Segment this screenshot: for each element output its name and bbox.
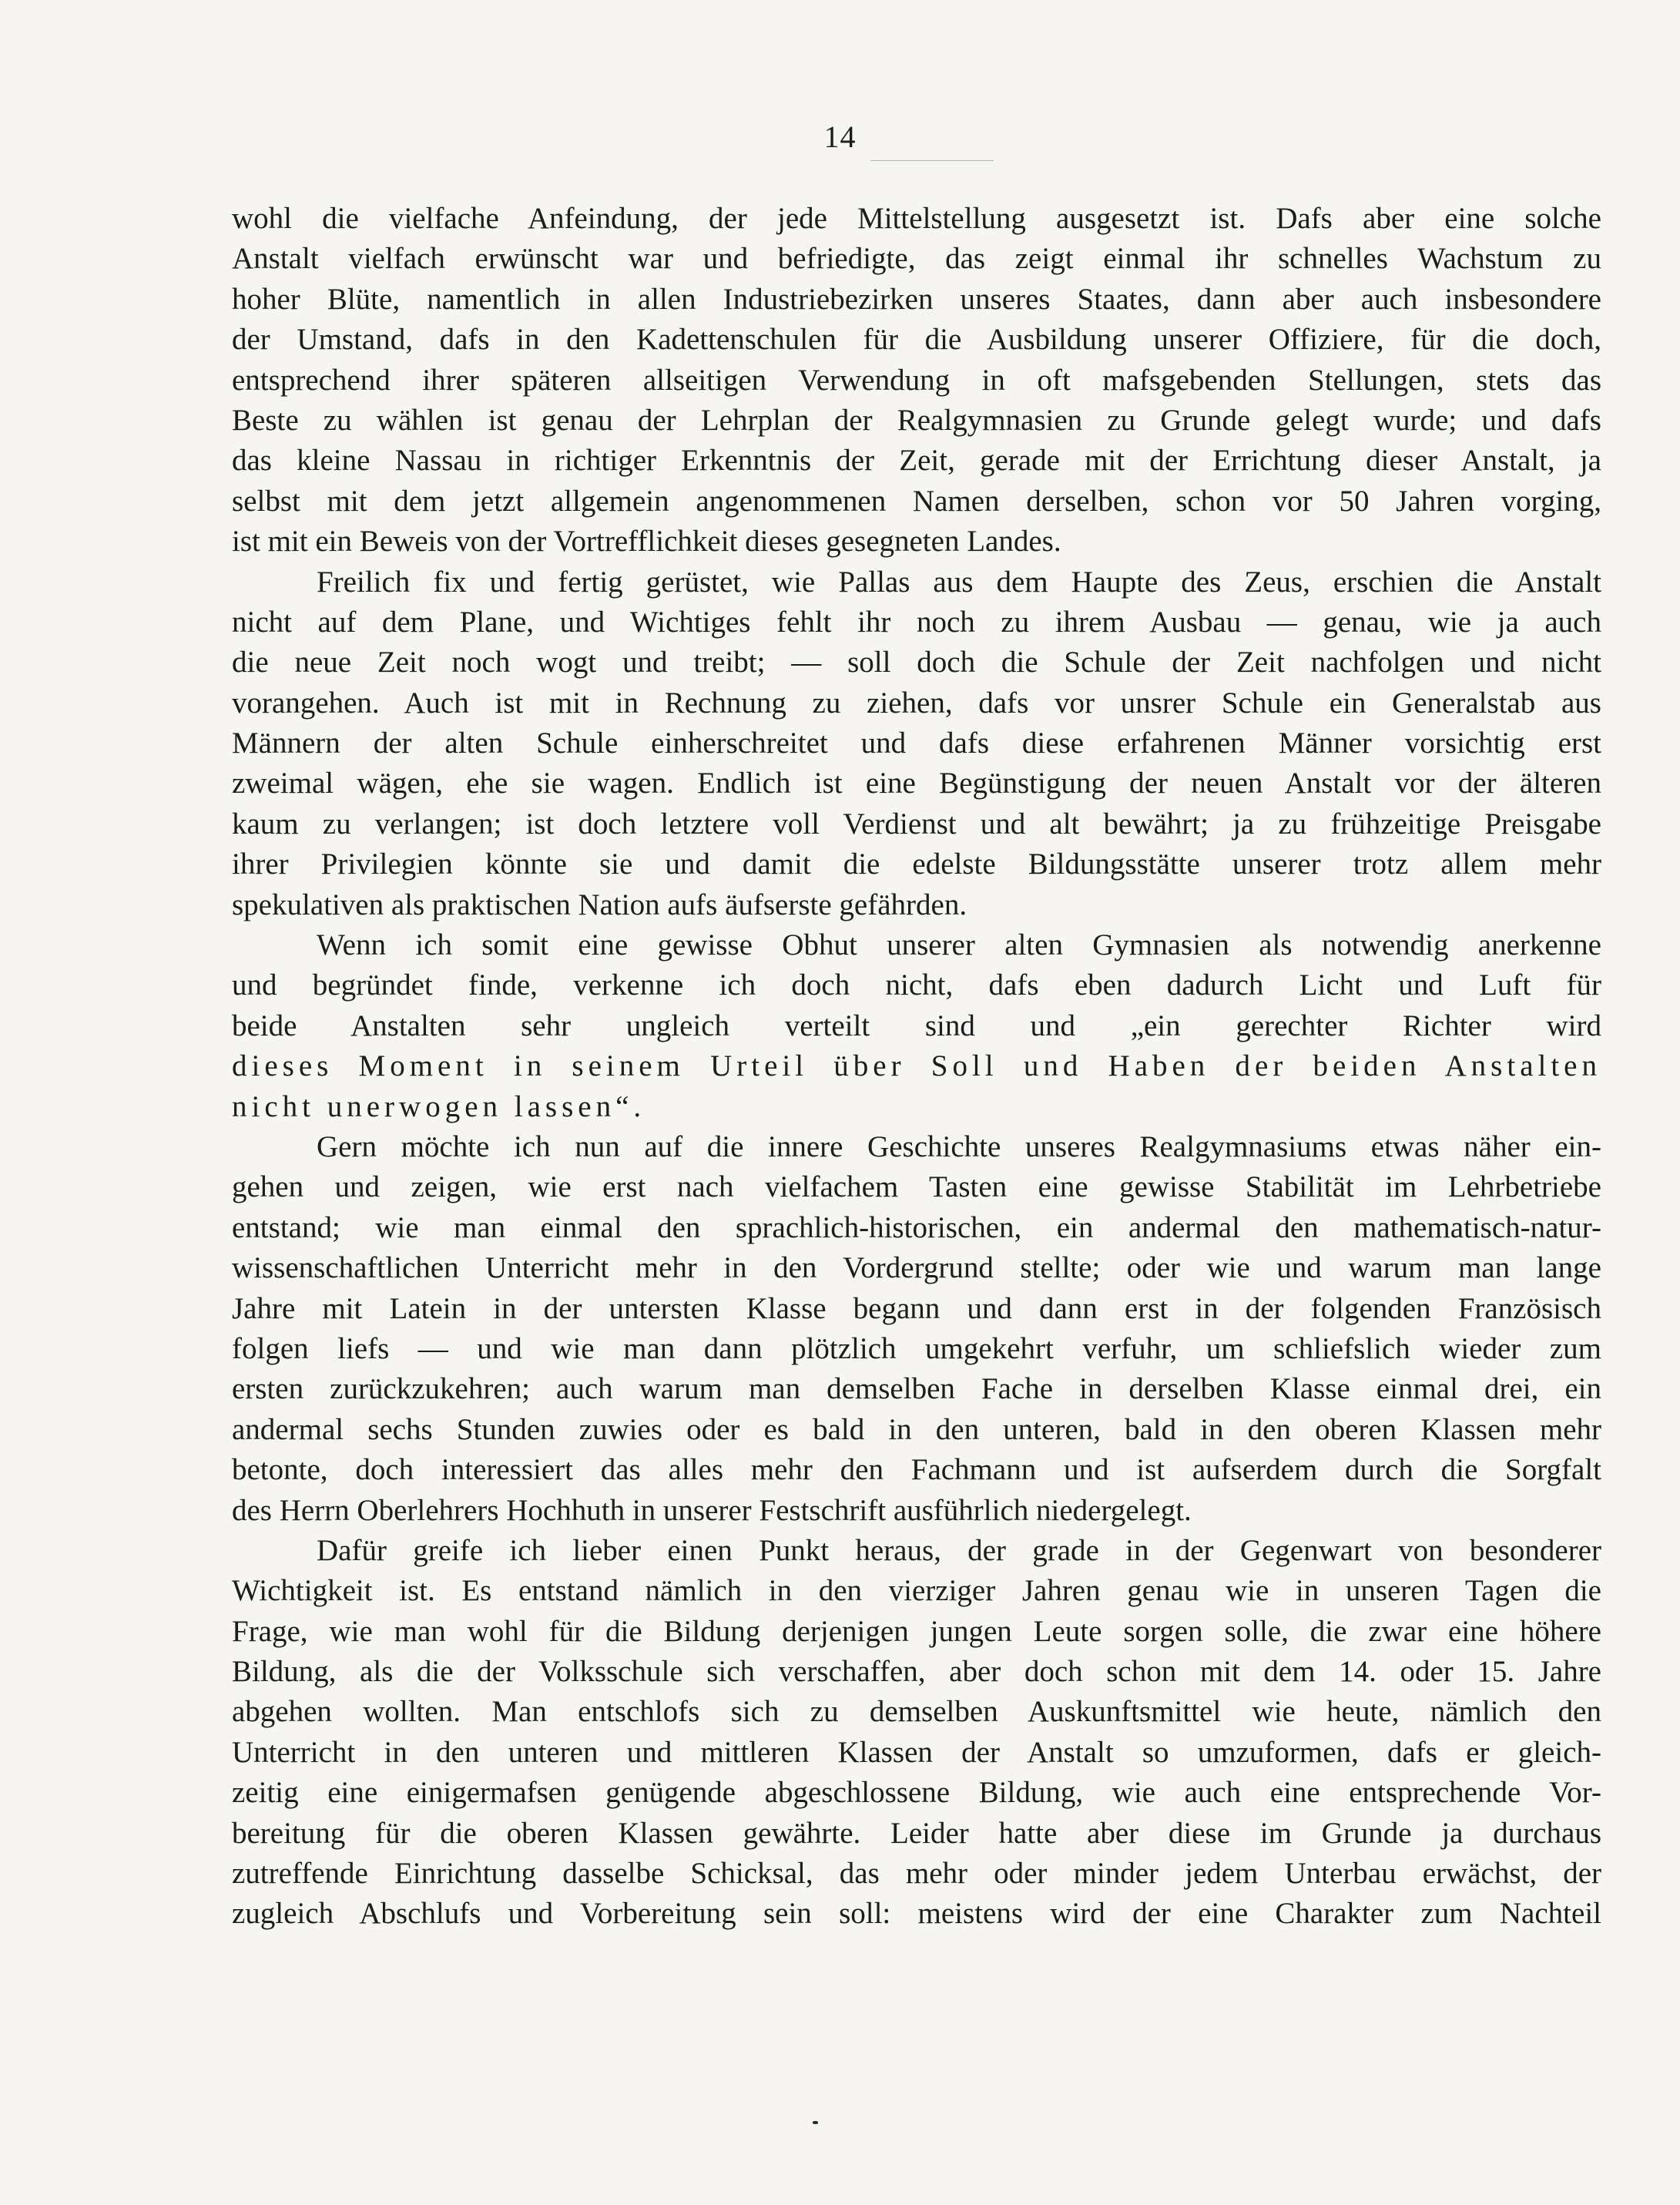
text-line: ersten zurückzukehren; auch warum man demselben Fache in derselben Klasse einmal drei, ein [232, 1372, 1601, 1406]
text-line: nicht unerwogen lassen“. [232, 1089, 646, 1123]
text-line: vorangehen. Auch ist mit in Rechnung zu ziehen, dafs vor unsrer Schule ein Generalstab aus [232, 686, 1601, 720]
text-line: zutreffende Einrichtung dasselbe Schicksal, das mehr oder minder jedem Unterbau erwächst, der [232, 1857, 1601, 1891]
text-line: zugleich Abschlufs und Vorbereitung sein soll: meistens wird der eine Charakter zum Nachteil [232, 1897, 1601, 1931]
text-line: Anstalt vielfach erwünscht war und befriedigte, das zeigt einmal ihr schnelles Wachstum zu [232, 242, 1601, 276]
text-line: ist mit ein Beweis von der Vortrefflichkeit dieses gesegneten Landes. [232, 525, 1061, 559]
text-line: Freilich fix und fertig gerüstet, wie Pallas aus dem Haupte des Zeus, erschien die Anstalt [317, 565, 1601, 599]
text-line: Dafür greife ich lieber einen Punkt heraus, der grade in der Gegenwart von besonderer [317, 1533, 1601, 1567]
text-line: abgehen wollten. Man entschlofs sich zu demselben Auskunftsmittel wie heute, nämlich den [232, 1695, 1601, 1729]
text-line: Männern der alten Schule einherschreitet und dafs diese erfahrenen Männer vorsichtig erst [232, 727, 1601, 760]
text-line: Bildung, als die der Volksschule sich verschaffen, aber doch schon mit dem 14. oder 15. Jahre [232, 1655, 1601, 1689]
text-line: nicht auf dem Plane, und Wichtiges fehlt ihr noch zu ihrem Ausbau — genau, wie ja auch [232, 605, 1601, 639]
text-line: wissenschaftlichen Unterricht mehr in den Vordergrund stellte; oder wie und warum man lange [232, 1251, 1601, 1285]
text-line: kaum zu verlangen; ist doch letztere voll Verdienst und alt bewährt; ja zu frühzeitige Preisgabe [232, 807, 1601, 841]
text-line: bereitung für die oberen Klassen gewährte. Leider hatte aber diese im Grunde ja durchaus [232, 1816, 1601, 1850]
text-line: zweimal wägen, ehe sie wagen. Endlich ist eine Begünstigung der neuen Anstalt vor der älteren [232, 767, 1601, 800]
footer-mark [813, 2121, 818, 2124]
text-line: spekulativen als praktischen Nation aufs äufserste gefährden. [232, 888, 967, 921]
page-number: 14 [823, 119, 857, 154]
body-text [232, 199, 1601, 1935]
text-line: folgen liefs — und wie man dann plötzlich umgekehrt verfuhr, um schliefslich wieder zum [232, 1331, 1601, 1365]
text-line: das kleine Nassau in richtiger Erkenntnis der Zeit, gerade mit der Errichtung dieser Anstalt, ja [232, 444, 1601, 478]
text-line: gehen und zeigen, wie erst nach vielfachem Tasten eine gewisse Stabilität im Lehrbetriebe [232, 1170, 1601, 1204]
text-line: Unterricht in den unteren und mittleren Klassen der Anstalt so umzuformen, dafs er gleich- [232, 1735, 1601, 1769]
text-line: Frage, wie man wohl für die Bildung derjenigen jungen Leute sorgen solle, die zwar eine höhere [232, 1614, 1601, 1648]
text-line: der Umstand, dafs in den Kadettenschulen für die Ausbildung unserer Offiziere, für die doch, [232, 323, 1601, 357]
text-line: zeitig eine einigermafsen genügende abgeschlossene Bildung, wie auch eine entsprechende Vor- [232, 1776, 1601, 1810]
text-line: Wichtigkeit ist. Es entstand nämlich in den vierziger Jahren genau wie in unseren Tagen die [232, 1574, 1601, 1608]
text-line: und begründet finde, verkenne ich doch nicht, dafs eben dadurch Licht und Luft für [232, 968, 1601, 1002]
text-line: wohl die vielfache Anfeindung, der jede Mittelstellung ausgesetzt ist. Dafs aber eine solche [232, 202, 1601, 235]
text-line: selbst mit dem jetzt allgemein angenommenen Namen derselben, schon vor 50 Jahren vorging, [232, 484, 1601, 518]
page-number-rule [870, 160, 994, 161]
text-line: dieses Moment in seinem Urteil über Soll und Haben der beiden Anstalten [232, 1049, 1601, 1083]
text-line: beide Anstalten sehr ungleich verteilt sind und „ein gerechter Richter wird [232, 1009, 1601, 1042]
text-line: Gern möchte ich nun auf die innere Geschichte unseres Realgymnasiums etwas näher ein- [317, 1129, 1601, 1163]
text-line: Jahre mit Latein in der untersten Klasse begann und dann erst in der folgenden Französisch [232, 1291, 1601, 1325]
text-line: entstand; wie man einmal den sprachlich-historischen, ein andermal den mathematisch-natur- [232, 1210, 1601, 1244]
text-line: entsprechend ihrer späteren allseitigen Verwendung in oft mafsgebenden Stellungen, stets das [232, 363, 1601, 397]
text-line: Wenn ich somit eine gewisse Obhut unserer alten Gymnasien als notwendig anerkenne [317, 928, 1601, 962]
text-line: andermal sechs Stunden zuwies oder es bald in den unteren, bald in den oberen Klassen mehr [232, 1412, 1601, 1446]
text-line: Beste zu wählen ist genau der Lehrplan der Realgymnasien zu Grunde gelegt wurde; und dafs [232, 403, 1601, 437]
text-line: ihrer Privilegien könnte sie und damit die edelste Bildungsstätte unserer trotz allem mehr [232, 847, 1601, 881]
text-line: betonte, doch interessiert das alles mehr den Fachmann und ist aufserdem durch die Sorgfalt [232, 1453, 1601, 1487]
text-line: des Herrn Oberlehrers Hochhuth in unserer Festschrift ausführlich niedergelegt. [232, 1493, 1192, 1527]
text-line: hoher Blüte, namentlich in allen Industriebezirken unseres Staates, dann aber auch insbesondere [232, 282, 1601, 316]
text-line: die neue Zeit noch wogt und treibt; — soll doch die Schule der Zeit nachfolgen und nicht [232, 646, 1601, 680]
